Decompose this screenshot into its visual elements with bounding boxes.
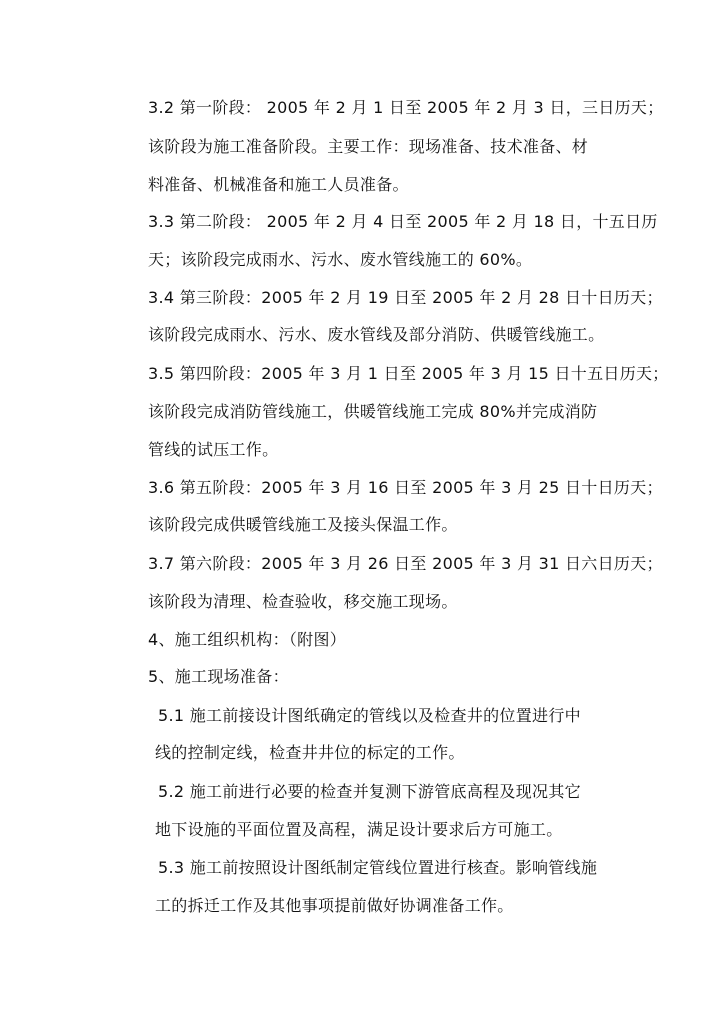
phase-3-6-line-1: 3.6 第五阶段：2005 年 3 月 16 日至 2005 年 3 月 25 日十日历天； (148, 478, 663, 497)
item-5-2-line-1: 5.2 施工前进行必要的检查并复测下游管底高程及现况其它 (158, 782, 581, 801)
section-5-heading: 5、施工现场准备： (148, 667, 289, 686)
phase-3-7-line-1: 3.7 第六阶段：2005 年 3 月 26 日至 2005 年 3 月 31 日六日历天； (148, 554, 663, 573)
phase-3-7-line-2: 该阶段为清理、检查验收，移交施工现场。 (148, 592, 458, 611)
item-5-1-line-1: 5.1 施工前接设计图纸确定的管线以及检查井的位置进行中 (158, 706, 581, 725)
phase-3-2-line-1: 3.2 第一阶段： 2005 年 2 月 1 日至 2005 年 2 月 3 日，三日历天； (148, 98, 664, 117)
phase-3-3-line-2: 天；该阶段完成雨水、污水、废水管线施工的 60%。 (148, 250, 533, 269)
phase-3-2-line-3: 料准备、机械准备和施工人员准备。 (148, 175, 409, 194)
section-4-heading: 4、施工组织机构：（附图） (148, 630, 347, 649)
phase-3-6-line-2: 该阶段完成供暖管线施工及接头保温工作。 (148, 515, 458, 534)
phase-3-4-line-2: 该阶段完成雨水、污水、废水管线及部分消防、供暖管线施工。 (148, 325, 605, 344)
item-5-3-line-2: 工的拆迁工作及其他事项提前做好协调准备工作。 (155, 896, 514, 915)
phase-3-5-line-2: 该阶段完成消防管线施工，供暖管线施工完成 80%并完成消防 (148, 402, 598, 421)
item-5-1-line-2: 线的控制定线，检查井井位的标定的工作。 (155, 743, 465, 762)
phase-3-4-line-1: 3.4 第三阶段：2005 年 2 月 19 日至 2005 年 2 月 28 日十日历天； (148, 288, 663, 307)
phase-3-3-line-1: 3.3 第二阶段： 2005 年 2 月 4 日至 2005 年 2 月 18 日，十五日历 (148, 212, 658, 231)
item-5-3-line-1: 5.3 施工前按照设计图纸制定管线位置进行核查。影响管线施 (158, 858, 598, 877)
phase-3-5-line-3: 管线的试压工作。 (148, 440, 279, 459)
phase-3-2-line-2: 该阶段为施工准备阶段。主要工作：现场准备、技术准备、材 (148, 137, 589, 156)
phase-3-5-line-1: 3.5 第四阶段：2005 年 3 月 1 日至 2005 年 3 月 15 日十五日历天； (148, 364, 669, 383)
item-5-2-line-2: 地下设施的平面位置及高程，满足设计要求后方可施工。 (155, 820, 563, 839)
